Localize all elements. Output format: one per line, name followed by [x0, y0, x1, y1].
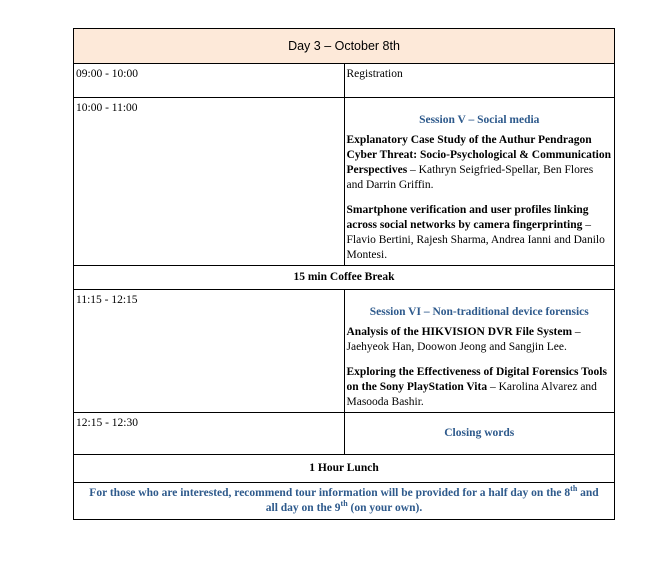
talk-authors: – Jaehyeok Han, Doowon Jeong and Sangjin Lee. [346, 326, 581, 353]
time-cell: 12:15 - 12:30 [74, 413, 345, 455]
lunch-row [74, 455, 615, 483]
tour-note-part1: For those who are interested, recommend tour information will be provided for a half day on the 8 [89, 487, 571, 499]
session6-row [74, 290, 615, 413]
tour-note-sup2: th [340, 499, 348, 509]
tour-note [74, 483, 615, 520]
closing-words: Closing words [344, 413, 615, 455]
footer-row [74, 483, 615, 520]
time-cell: 09:00 - 10:00 [74, 64, 345, 98]
talk-title: Smartphone verification and user profiles linking across social networks by camera fingerprinting [346, 204, 589, 231]
closing-row [74, 413, 615, 455]
time-cell: 11:15 - 12:15 [74, 290, 345, 413]
talk-item [347, 325, 613, 355]
talk-authors: – Kathryn Seigfried-Spellar, Ben Flores and Darrin Griffin. [346, 164, 594, 191]
talk-title: Analysis of the HIKVISION DVR File System [346, 326, 573, 338]
schedule-table [73, 28, 615, 520]
time-cell: 10:00 - 11:00 [74, 98, 345, 266]
talk-authors: – Flavio Bertini, Rajesh Sharma, Andrea Ianni and Danilo Montesi. [346, 219, 605, 261]
talk-item [347, 203, 613, 263]
session6-title: Session VI – Non-traditional device forensics [369, 306, 589, 318]
day-header: Day 3 – October 8th [74, 29, 615, 64]
coffee-break: 15 min Coffee Break [74, 266, 615, 290]
lunch-break: 1 Hour Lunch [74, 455, 615, 483]
talk-item [347, 365, 613, 410]
tour-note-sup1: th [570, 484, 578, 494]
tour-note-part2: and all day on the 9 [265, 487, 599, 514]
registration-text: Registration [344, 64, 615, 98]
registration-row [74, 64, 615, 98]
talk-authors: – Karolina Alvarez and Masooda Bashir. [346, 381, 597, 408]
talk-title: Explanatory Case Study of the Authur Pendragon Cyber Threat: Socio-Psychological & Communication Perspectives [346, 134, 611, 176]
session5-title: Session V – Social media [419, 114, 540, 126]
session5-row [74, 98, 615, 266]
talk-title: Exploring the Effectiveness of Digital Forensics Tools on the Sony PlayStation Vita [346, 366, 607, 393]
tour-note-part3: (on your own). [347, 502, 423, 514]
talk-item [347, 133, 613, 193]
session5-content [344, 98, 615, 266]
coffee-row [74, 266, 615, 290]
session6-content [344, 290, 615, 413]
day-header-row [74, 29, 615, 64]
